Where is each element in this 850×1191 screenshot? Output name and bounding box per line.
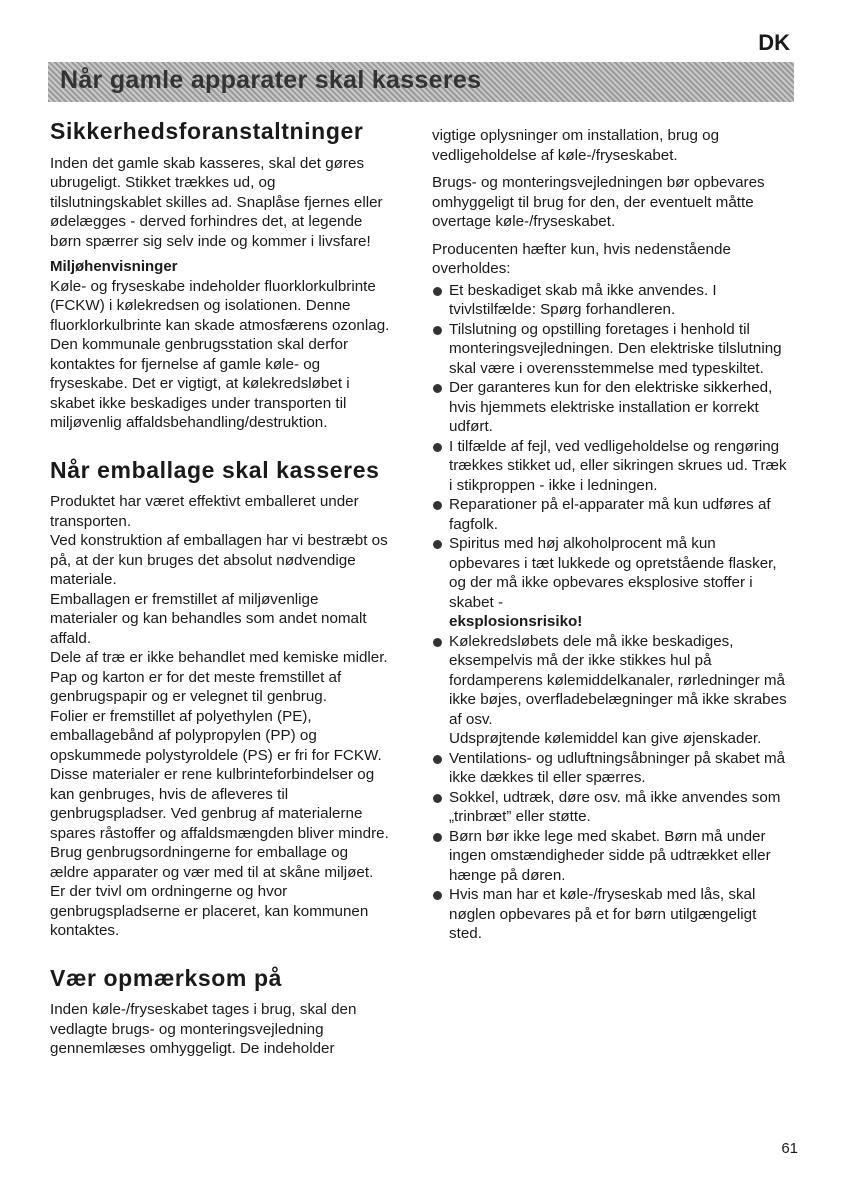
paragraph-keep-manual: Brugs- og monteringsvejledningen bør opbevares omhyggeligt til brug for den, der eventuelt måtte overtage køle-/fryseskabet. (432, 174, 765, 230)
list-item: Kølekredsløbets dele må ikke beskadiges, eksempelvis må der ikke stikkes hul på fordamperens kølemiddelkanaler, rørledninger må ikke bøjes, overfladebelægninger må ikke skrabes af osv. Udsprøjtende kølemiddel kan give øjenskader. (432, 632, 787, 749)
bullet-icon (433, 443, 442, 452)
bullet-icon (433, 794, 442, 803)
list-item: Børn bør ikke lege med skabet. Børn må under ingen omstændigheder sidde på udtrækket eller hænge på døren. (432, 827, 787, 886)
bullet-icon (433, 833, 442, 842)
heading-packaging: Når emballage skal kasseres (50, 456, 380, 483)
banner-title: Når gamle apparater skal kasseres (60, 66, 482, 94)
paragraph-packaging-5: Pap og karton er for det meste fremstillet af genbrugspapir og er velegnet til genbrug. (50, 668, 342, 705)
heading-safety: Sikkerhedsforanstaltninger (50, 118, 364, 144)
bullet-icon (433, 755, 442, 764)
paragraph-packaging-2: Ved konstruktion af emballagen har vi bestræbt os på, at der kun bruges det absolut nødvendige materiale. (50, 532, 388, 588)
list-item: I tilfælde af fejl, ved vedligeholdelse og rengøring trækkes stikket ud, eller sikringen skrues ud. Træk i stikproppen - ikke i ledningen. (432, 437, 787, 496)
right-column (432, 126, 787, 944)
language-code: DK (758, 30, 790, 55)
bullet-icon (433, 326, 442, 335)
bullet-icon (433, 891, 442, 900)
explosion-warning: eksplosionsrisiko! (449, 613, 583, 630)
paragraph-packaging-6: Folier er fremstillet af polyethylen (PE), emballagebånd af polypropylen (PP) og opskummede polystyroldele (PS) er fri for FCKW. (50, 707, 382, 764)
paragraph-packaging-8: Brug genbrugsordningerne for emballage og ældre apparater og vær med til at skåne miljøet. Er der tvivl om ordningerne og hvor genbrugspladserne er placeret, kan kommunen kontaktes. (50, 844, 374, 939)
left-column (50, 118, 390, 1065)
bullet-icon (433, 638, 442, 647)
list-item: Hvis man har et køle-/fryseskab med lås, skal nøglen opbevares på et for børn utilgængeligt sted. (432, 885, 787, 944)
list-item: Reparationer på el-apparater må kun udføres af fagfolk. (432, 495, 787, 534)
list-item: Et beskadiget skab må ikke anvendes. I tvivlstilfælde: Spørg forhandleren. (432, 281, 787, 320)
paragraph-continued: vigtige oplysninger om installation, brug og vedligeholdelse af køle-/fryseskabet. (432, 127, 720, 164)
paragraph-packaging-3: Emballagen er fremstillet af miljøvenlige materialer og kan behandles som andet nomalt affald. (50, 590, 367, 647)
bullet-icon (433, 501, 442, 510)
section-banner (48, 62, 794, 102)
list-item: Tilslutning og opstilling foretages i henhold til monteringsvejledningen. Den elektriske tilslutning skal være i overensstemmelse med typeskiltet. (432, 320, 787, 379)
paragraph-environment: Køle- og fryseskabe indeholder fluorklorkulbrinte (FCKW) i kølekredsen og isolationen. Denne fluorklorkulbrinte kan skade atmosfærens ozonlag. Den kommunale genbrugsstation skal derfor kontaktes for fjernelse af gamle køle- og fryseskabe. Det er vigtigt, at kølekredsløbet i skabet ikke beskadiges under transporten til miljøvenlig affaldsbehandling/destruktion. (50, 277, 390, 431)
bullet-icon (433, 540, 442, 549)
bullet-icon (433, 287, 442, 296)
paragraph-safety: Inden det gamle skab kasseres, skal det gøres ubrugeligt. Stikket trækkes ud, og tilslutningskablet skilles ad. Snaplåse fjernes eller ødelægges - derved forhindres det, at legende børn spærrer sig selv inde og kommer i livsfare! (50, 154, 383, 250)
heading-attention: Vær opmærksom på (50, 964, 282, 991)
paragraph-liability: Producenten hæfter kun, hvis nedenstående overholdes: (432, 240, 731, 277)
paragraph-packaging-7: Disse materialer er rene kulbrinteforbindelser og kan genbruges, hvis de afleveres til genbrugspladser. Ved genbrug af materialerne spares råstoffer og affaldsmængden bliver mindre. (50, 766, 389, 842)
list-item: Der garanteres kun for den elektriske sikkerhed, hvis hjemmets elektriske installation er korrekt udført. (432, 378, 787, 437)
safety-list (432, 281, 787, 944)
list-item: Spiritus med høj alkoholprocent må kun opbevares i tæt lukkede og opretstående flasker, og der må ikke opbevares eksplosive stoffer i skabet - eksplosionsrisiko! (432, 534, 787, 632)
list-item: Ventilations- og udluftningsåbninger på skabet må ikke dækkes til eller spærres. (432, 749, 787, 788)
list-item: Sokkel, udtræk, døre osv. må ikke anvendes som „trinbræt” eller støtte. (432, 788, 787, 827)
paragraph-attention: Inden køle-/fryseskabet tages i brug, skal den vedlagte brugs- og monteringsvejledning gennemlæses omhyggeligt. De indeholder (50, 1001, 357, 1057)
page-number: 61 (781, 1140, 798, 1157)
paragraph-packaging-1: Produktet har været effektivt emballeret under transporten. (50, 493, 359, 530)
paragraph-packaging-4: Dele af træ er ikke behandlet med kemiske midler. (50, 649, 388, 666)
heading-environment: Miljøhenvisninger (50, 258, 178, 275)
bullet-icon (433, 384, 442, 393)
